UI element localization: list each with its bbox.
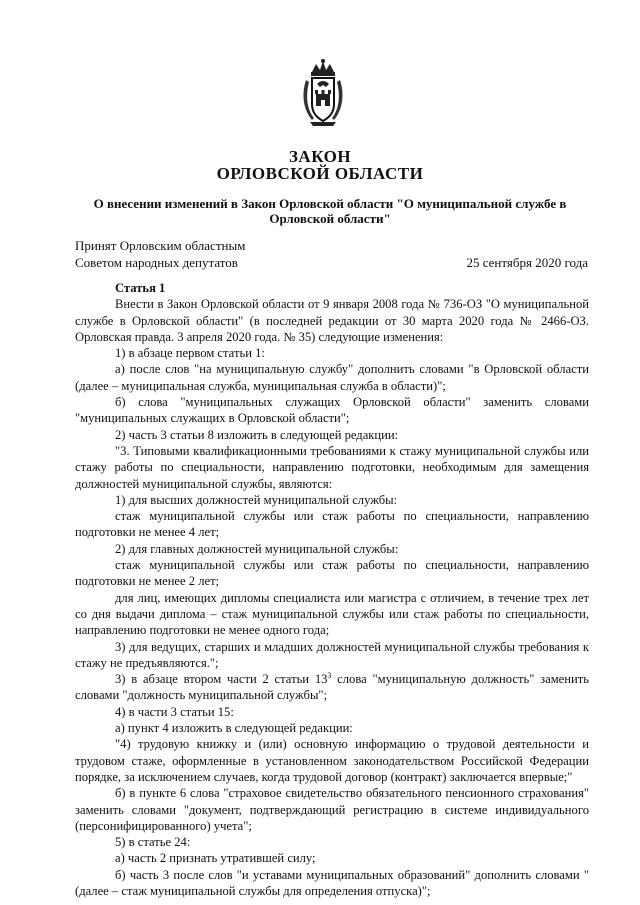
paragraph: б) часть 3 после слов "и уставами муниципальных образований" дополнить словами "(далее – стаж муниципальной службы для определения отпуска)"; (75, 867, 589, 898)
paragraph: б) в пункте 6 слова "страховое свидетельство обязательного пенсионного страхования" заменить словами "документ, подтверждающий регистрацию в системе индивидуального (персонифицированного) учета"; (75, 786, 589, 833)
document-subtitle: О внесении изменений в Закон Орловской области "О муниципальной службе в Орловской области" (93, 196, 567, 226)
document-title-line1: ЗАКОН (288, 147, 352, 166)
document-title-line2: ОРЛОВСКОЙ ОБЛАСТИ (216, 164, 424, 183)
adoption-block (75, 237, 245, 271)
paragraph: 1) в абзаце первом статьи 1: (115, 346, 265, 361)
paragraph: стаж муниципальной службы или стаж работы по специальности, направлению подготовки не менее 2 лет; (75, 558, 589, 589)
paragraph-text: слова "муниципальную должность" заменить словами "должность муниципальной службы"; (75, 672, 589, 703)
paragraph: стаж муниципальной службы или стаж работы по специальности, направлению подготовки не менее 4 лет; (75, 509, 589, 540)
adoption-line2: Советом народных депутатов (75, 255, 238, 270)
paragraph: а) часть 2 признать утратившей силу; (115, 851, 316, 866)
article-heading: Статья 1 (115, 281, 166, 295)
paragraph: Внести в Закон Орловской области от 9 января 2008 года № 736-ОЗ "О муниципальной службе в Орловской области" (в последней редакции от 30 марта 2020 года № 2466-ОЗ. Орловская правда. 3 апреля 2020 года. № 35) следующие изменения: (75, 297, 589, 344)
paragraph: а) пункт 4 изложить в следующей редакции: (115, 721, 353, 736)
paragraph: 1) для высших должностей муниципальной службы: (115, 492, 398, 507)
paragraph: а) после слов "на муниципальную службу" дополнить словами "в Орловской области (далее – муниципальная служба, муниципальная служба в области)"; (75, 362, 589, 393)
paragraph: 2) для главных должностей муниципальной службы: (115, 541, 399, 556)
paragraph: "4) трудовую книжку и (или) основную информацию о трудовой деятельности и трудовом стаже, оформленные в установленном законодательством Российской Федерации порядке, за исключением случаев, когда трудовой договор (контракт) заключается впервые;" (75, 737, 589, 784)
article-body (75, 280, 589, 899)
paragraph: 4) в части 3 статьи 15: (115, 704, 234, 719)
superscript: 3 (327, 670, 332, 680)
paragraph: 5) в статье 24: (115, 835, 191, 850)
paragraph: "3. Типовыми квалификационными требованиями к стажу муниципальной службы или стажу работы по специальности, направлению подготовки, необходимым для замещения должностей муниципальной службы, являются: (75, 443, 589, 491)
paragraph: 2) часть 3 статьи 8 изложить в следующей редакции: (115, 427, 399, 442)
coat-of-arms-icon (300, 58, 346, 128)
paragraph: для лиц, имеющих дипломы специалиста или магистра с отличием, в течение трех лет со дня выдачи диплома – стаж муниципальной службы или стаж работы по специальности, направлению подготовки не менее одного года; (75, 590, 589, 638)
adoption-date: 25 сентября 2020 года (466, 255, 588, 270)
paragraph: б) слова "муниципальных служащих Орловской области" заменить словами "муниципальных служащих в Орловской области"; (75, 395, 589, 426)
paragraph-text: 3) в абзаце втором части 2 статьи 13 (115, 672, 328, 687)
adoption-line1: Принят Орловским областным (75, 238, 246, 253)
paragraph: 3) для ведущих, старших и младших должностей муниципальной службы требования к стажу не предъявляются."; (75, 639, 589, 670)
paragraph (75, 671, 589, 704)
